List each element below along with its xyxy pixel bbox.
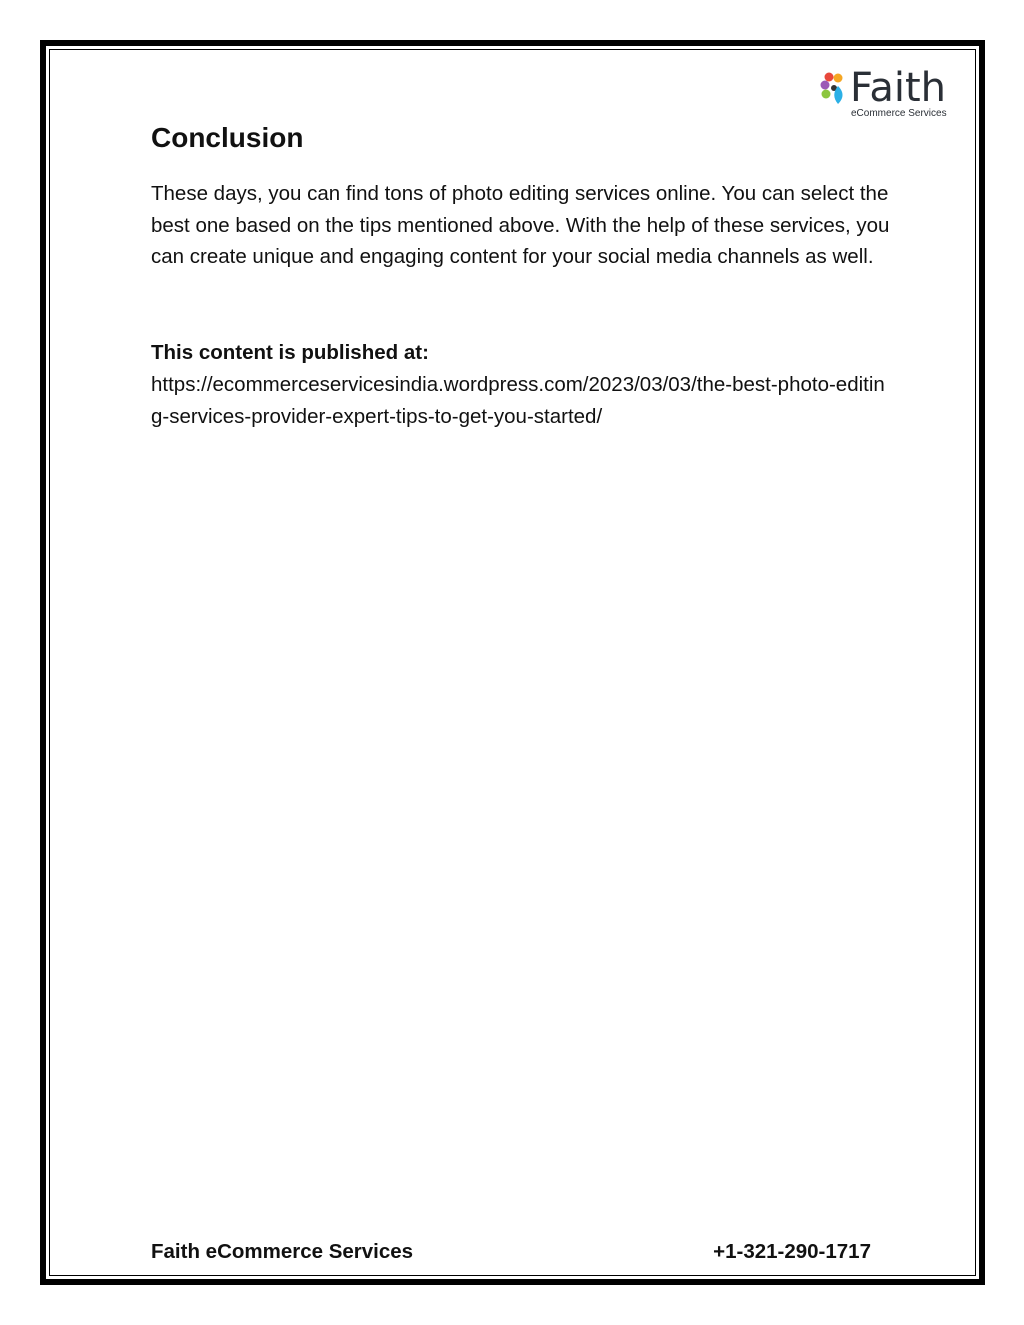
logo-wordmark: Faith	[850, 65, 946, 111]
logo-petal-green	[822, 90, 831, 99]
logo-petal-red	[825, 73, 834, 82]
logo-petal-orange	[834, 74, 843, 83]
published-url[interactable]: https://ecommerceservicesindia.wordpress.com/2023/03/03/the-best-photo-editing-services-provider-expert-tips-to-get-you-started/	[151, 373, 885, 428]
published-at-label: This content is published at:	[151, 341, 429, 364]
logo-petal-purple	[821, 81, 830, 90]
flower-logo-icon	[820, 72, 848, 108]
footer-phone-number: +1-321-290-1717	[713, 1240, 871, 1263]
conclusion-paragraph: These days, you can find tons of photo editing services online. You can select the best one based on the tips mentioned above. With the help of these services, you can create unique and engaging content for your social media channels as well.	[151, 182, 890, 268]
logo-tagline: eCommerce Services	[851, 108, 947, 119]
section-heading: Conclusion	[151, 122, 304, 153]
faith-logo	[820, 65, 952, 120]
footer-company-name: Faith eCommerce Services	[151, 1240, 414, 1263]
